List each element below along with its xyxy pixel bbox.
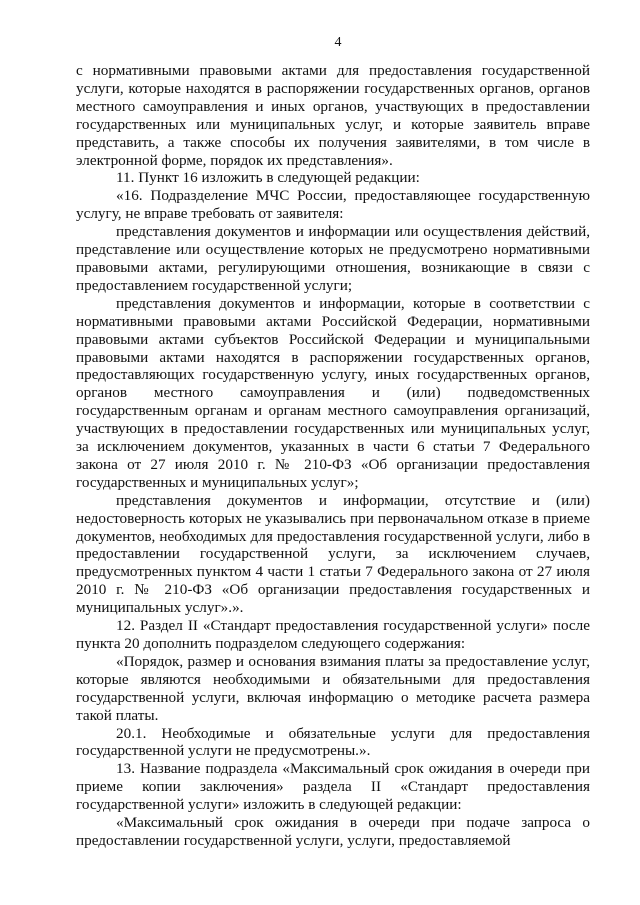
paragraph-9: 20.1. Необходимые и обязательные услуги для предоставления государственной услуги не предусмотрены.». (76, 724, 590, 760)
paragraph-2: 11. Пункт 16 изложить в следующей редакции: (116, 169, 420, 187)
paragraph-8: «Порядок, размер и основания взимания платы за предоставление услуг, которые являются необходимыми и обязательными для предоставления государственной услуги, включая информацию о методике расчета размера такой платы. (76, 652, 590, 724)
paragraph-10: 13. Название подраздела «Максимальный срок ожидания в очереди при приеме копии заключения» раздела II «Стандарт предоставления государственной услуги» изложить в следующей редакции: (76, 760, 590, 814)
paragraph-5: представления документов и информации, которые в соответствии с нормативными правовыми актами Российской Федерации, нормативными правовыми актами субъектов Российской Федерации и муниципальными правовыми актами находятся в распоряжении государственных органов, предоставляющих государственную услугу, иных государственных органов, органов местного самоуправления и (или) подведомственных государственным органам и органам местного самоуправления организаций, участвующих в предоставлении государственных или муниципальных услуг, за исключением документов, указанных в части 6 статьи 7 Федерального закона от 27 июля 2010 г. № 210-ФЗ «Об организации предоставления государственных и муниципальных услуг»; (76, 294, 590, 491)
paragraph-4: представления документов и информации или осуществления действий, представление или осуществление которых не предусмотрено нормативными правовыми актами, регулирующими отношения, возникающие в связи с предоставлением государственной услуги; (76, 223, 590, 294)
paragraph-3: «16. Подразделение МЧС России, предоставляющее государственную услугу, не вправе требовать от заявителя: (76, 187, 590, 223)
paragraph-11: «Максимальный срок ожидания в очереди при подаче запроса о предоставлении государственной услуги, услуги, предоставляемой (76, 814, 590, 849)
paragraph-1: с нормативными правовыми актами для предоставления государственной услуги, которые находятся в распоряжении государственных органов, органов местного самоуправления и иных органов, участвующих в предоставлении государственных или муниципальных услуг, и которые заявитель вправе представить, а также способы их получения заявителями, в том числе в электронной форме, порядок их представления». (76, 62, 590, 169)
page-number: 4 (334, 35, 342, 50)
paragraph-6: представления документов и информации, отсутствие и (или) недостоверность которых не указывались при первоначальном отказе в приеме документов, необходимых для предоставления государственной услуги, либо в предоставлении государственной услуги, за исключением случаев, предусмотренных пунктом 4 части 1 статьи 7 Федерального закона от 27 июля 2010 г. № 210-ФЗ «Об организации предоставления государственных и муниципальных услуг».». (76, 491, 590, 617)
paragraph-7: 12. Раздел II «Стандарт предоставления государственной услуги» после пункта 20 дополнить подразделом следующего содержания: (76, 617, 590, 652)
